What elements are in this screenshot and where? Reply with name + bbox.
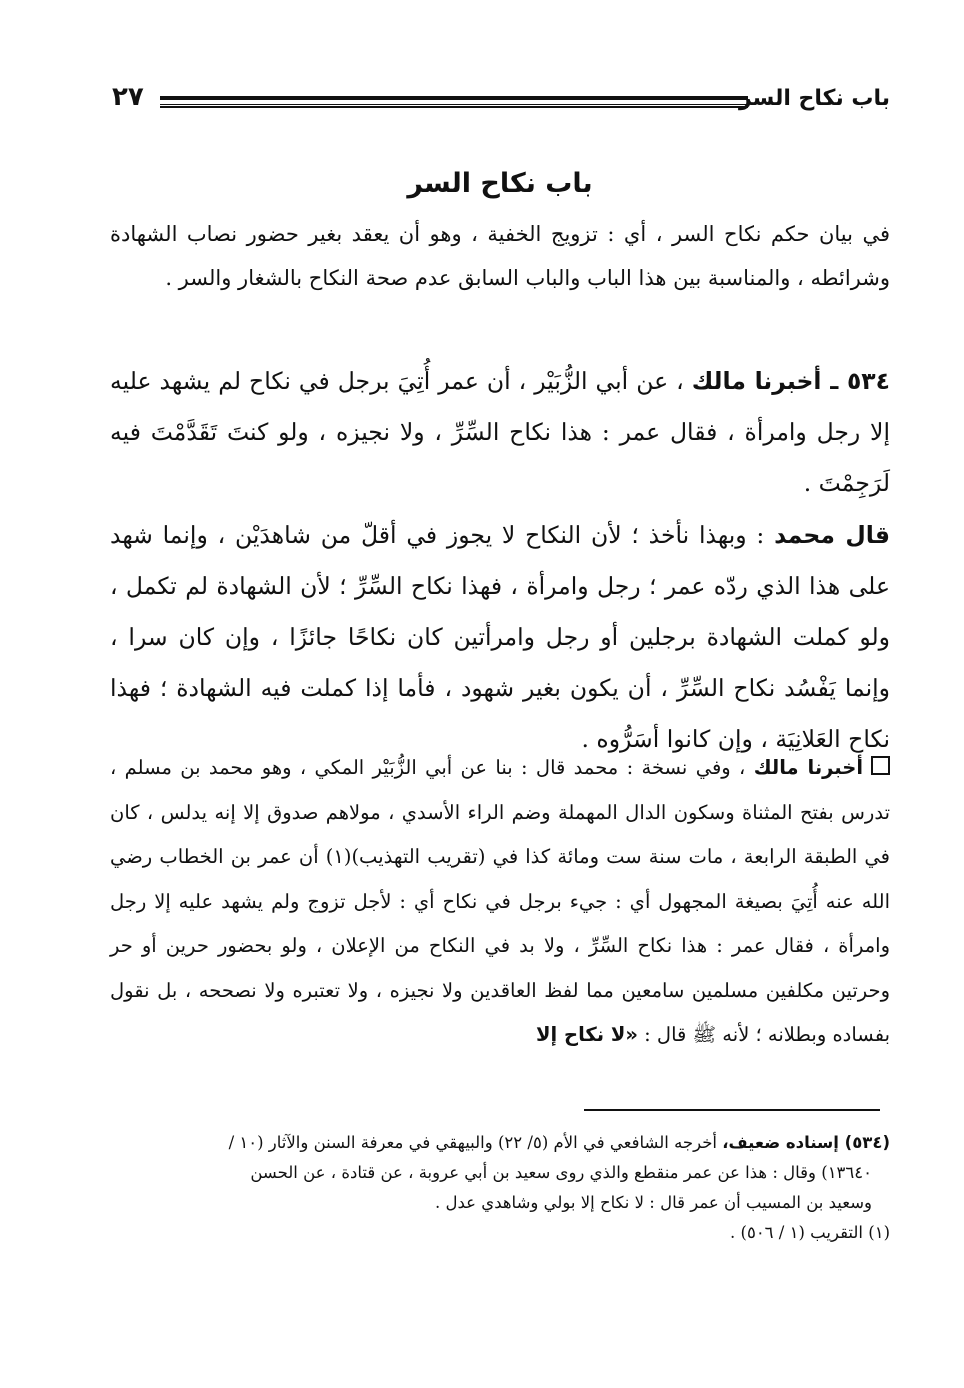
- commentary-tail: «لا نكاح إلا: [536, 1023, 638, 1046]
- footnotes: [110, 1128, 890, 1248]
- footnote-separator: [584, 1109, 880, 1111]
- footnote-1-line-3: وسعيد بن المسيب أن عمر قال : لا نكاح إلا بولي وشاهدي عدل .: [435, 1193, 872, 1212]
- chapter-title: باب نكاح السر: [407, 168, 593, 199]
- commentary-label: أخبرنا مالك: [753, 756, 864, 779]
- hadith-text: ، عن أبي الزُّبَيْر ، أن عمر أُتِيَ برجل في نكاح لم يشهد عليه إلا رجل وامرأة ، فقال عمر : هذا نكاح السِّرِّ ، ولا نجيزه ، ولو كنتَ تَقَدَّمْتَ فيه لَرَجِمْتَ .: [110, 367, 890, 497]
- commentary-text: ، وفي نسخة : محمد قال : بنا عن أبي الزُّبَيْر المكي ، وهو محمد بن مسلم ، تدرس بفتح المثناة وسكون الدال المهملة وضم الراء الأسدي ، مولاهم صدوق إلا إنه يدلس ، كان في الطبقة الرابعة ، مات سنة ست ومائة كذا في (تقريب التهذيب)(١) أن عمر بن الخطاب رضي الله عنه أُتِيَ بصيغة المجهول أي : جيء برجل في نكاح أي : لأجل تزوج ولم يشهد عليه إلا رجل وامرأة ، فقال عمر : هذا نكاح السِّرِّ ، ولا بد في النكاح من الإعلان ، ولو بحضور حرين أو حر وحرتين مكلفين مسلمين سامعين مما لفظ العاقدين ولا نجيزه ، ولا تعتبره ولا نصححه ، بل نقول بفساده وبطلانه ؛ لأنه ﷺ قال :: [110, 756, 891, 1046]
- page-header: [112, 82, 890, 122]
- footnote-2: (١) التقريب (١ / ٥٠٦) .: [730, 1223, 890, 1242]
- qaal-label: قال محمد: [774, 521, 890, 549]
- qaal-text: : وبهذا نأخذ ؛ لأن النكاح لا يجوز في أقلّ من شاهدَيْن ، وإنما شهد على هذا الذي ردّه عمر ؛ رجل وامرأة ، فهذا نكاح السِّرِّ ؛ لأن الشهادة لم تكمل ، ولو كملت الشهادة برجلين أو رجل وامرأتين كان نكاحًا جائزًا ، وإن كان سرا ، وإنما يَفْسُد نكاح السِّرِّ ، أن يكون بغير شهود ، فأما إذا كملت فيه الشهادة ؛ فهذا نكاح العَلانِيَة ، وإن كانوا أسَرُّوه .: [110, 521, 890, 753]
- footnote-1-line-1: [110, 1128, 890, 1158]
- footnote-1-line-2: ١٣٦٤٠) وقال : هذا عن عمر منقطع والذي روى سعيد بن أبي عروبة ، عن قتادة ، عن الحسن: [250, 1163, 872, 1182]
- qaal-paragraph: [110, 510, 890, 765]
- footnote-1-label: (٥٣٤) إسناده ضعيف،: [722, 1133, 890, 1152]
- running-title: باب نكاح السر: [739, 86, 890, 111]
- hadith-label: ٥٣٤ ـ أخبرنا مالك: [691, 367, 890, 395]
- page-number: ٢٧: [112, 82, 144, 112]
- square-marker-icon: [871, 756, 890, 775]
- header-rule: [160, 96, 748, 108]
- intro-paragraph: في بيان حكم نكاح السر ، أي : تزويج الخفية ، وهو أن يعقد بغير حضور نصاب الشهادة وشرائطه ، والمناسبة بين هذا الباب والباب السابق عدم صحة النكاح بالشغار والسر .: [110, 222, 890, 290]
- footnote-1-text-1: أخرجه الشافعي في الأم (٥/ ٢٢) والبيهقي في معرفة السنن والآثار (١٠ /: [228, 1133, 718, 1152]
- hadith-paragraph: [110, 356, 890, 509]
- commentary-paragraph: [110, 746, 890, 1058]
